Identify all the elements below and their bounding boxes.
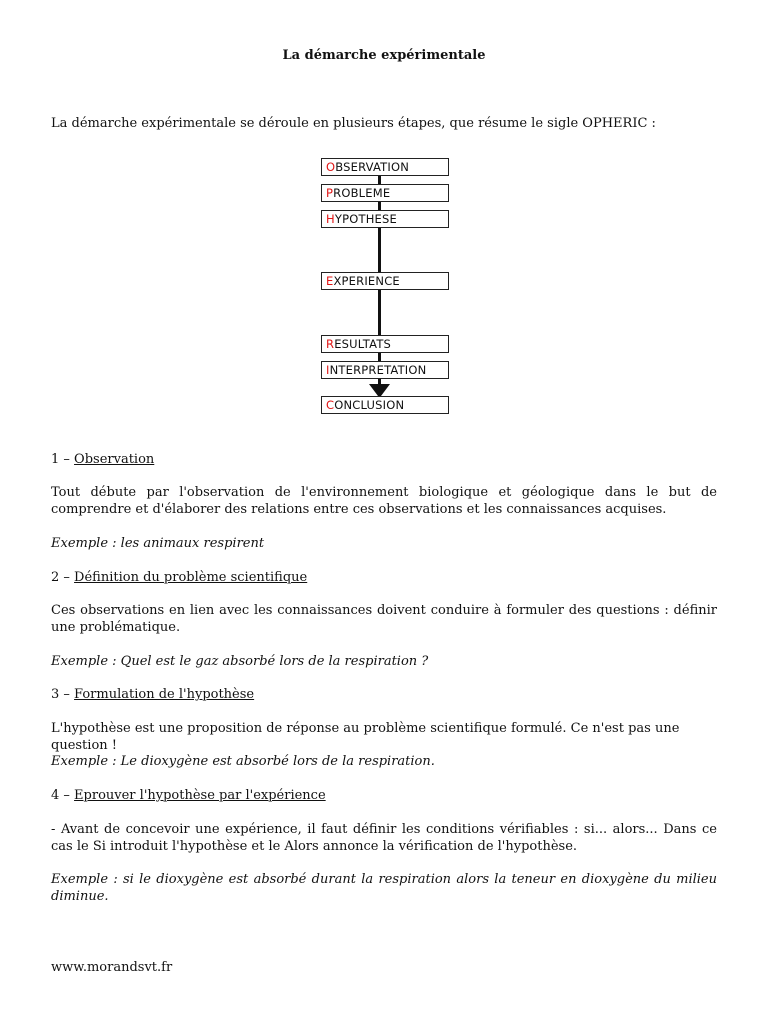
section-body: L'hypothèse est une proposition de réponse au problème scientifique formulé. Ce n'est pas une question ! <box>51 721 680 753</box>
section-body: Ces observations en lien avec les connaissances doivent conduire à formuler des questions : définir une problématique. <box>51 603 717 635</box>
section-example: Exemple : si le dioxygène est absorbé durant la respiration alors la teneur en dioxygène du milieu diminue. <box>51 872 717 904</box>
section-heading: 3 – Formulation de l'hypothèse <box>51 687 255 702</box>
step-hypothese: HYPOTHESE <box>321 210 449 228</box>
section-example: Exemple : Quel est le gaz absorbé lors de la respiration ? <box>51 654 429 669</box>
connector-line <box>378 228 381 273</box>
page-title: La démarche expérimentale <box>282 48 486 63</box>
section-heading: 4 – Eprouver l'hypothèse par l'expérience <box>51 788 326 803</box>
step-experience: EXPERIENCE <box>321 272 449 290</box>
step-resultats: RESULTATS <box>321 335 449 353</box>
section-heading: 2 – Définition du problème scientifique <box>51 570 308 585</box>
connector-line <box>378 379 381 385</box>
step-interpretation: INTERPRETATION <box>321 361 449 379</box>
opheric-diagram <box>0 0 768 430</box>
section-example: Exemple : les animaux respirent <box>51 536 265 551</box>
section-body: Tout débute par l'observation de l'environnement biologique et géologique dans le but de comprendre et d'élaborer des relations entre ces observations et les connaissances acquises. <box>51 485 717 517</box>
section-example: Exemple : Le dioxygène est absorbé lors de la respiration. <box>51 754 435 769</box>
step-observation: OBSERVATION <box>321 158 449 176</box>
intro-paragraph: La démarche expérimentale se déroule en plusieurs étapes, que résume le sigle OPHERIC : <box>51 116 656 131</box>
footer-url: www.morandsvt.fr <box>51 960 173 975</box>
section-heading: 1 – Observation <box>51 452 155 467</box>
step-probleme: PROBLEME <box>321 184 449 202</box>
connector-line <box>378 290 381 336</box>
step-conclusion: CONCLUSION <box>321 396 449 414</box>
section-body: - Avant de concevoir une expérience, il faut définir les conditions vérifiables : si... alors... Dans ce cas le Si introduit l'hypothèse et le Alors annonce la vérification de l'hypothèse. <box>51 822 717 854</box>
